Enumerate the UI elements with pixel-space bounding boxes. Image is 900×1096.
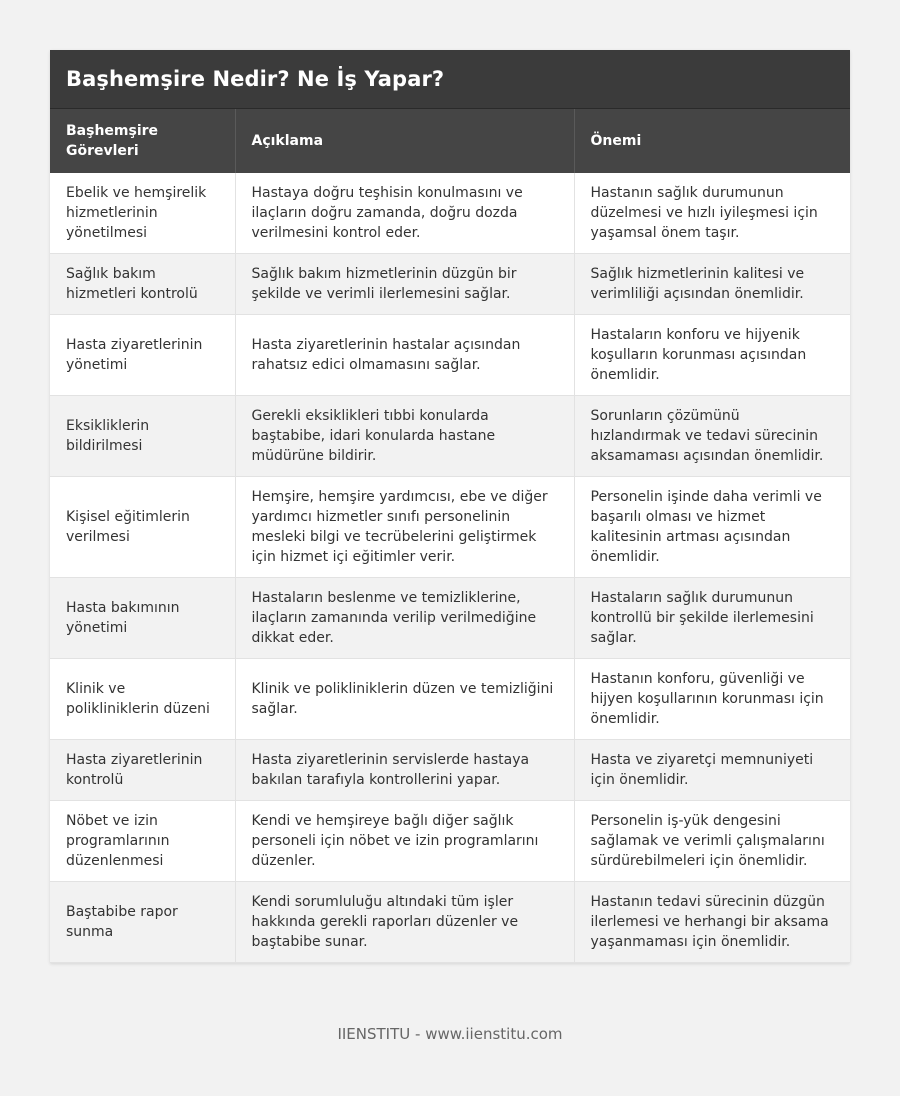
table-row bbox=[50, 659, 850, 740]
column-header-description: Açıklama bbox=[235, 109, 574, 173]
title-bar bbox=[50, 50, 850, 109]
table-row bbox=[50, 578, 850, 659]
table-body bbox=[50, 173, 850, 963]
table-header bbox=[50, 109, 850, 173]
cell-duty: Nöbet ve izin programlarının düzenlenmesi bbox=[50, 801, 235, 882]
cell-importance: Hastanın konforu, güvenliği ve hijyen koşullarının korunması için önemlidir. bbox=[574, 659, 850, 740]
cell-duty: Eksikliklerin bildirilmesi bbox=[50, 396, 235, 477]
table-row bbox=[50, 315, 850, 396]
cell-importance: Hastanın tedavi sürecinin düzgün ilerlemesi ve herhangi bir aksama yaşanmaması için önemlidir. bbox=[574, 882, 850, 963]
cell-duty: Baştabibe rapor sunma bbox=[50, 882, 235, 963]
column-header-duties: Başhemşire Görevleri bbox=[50, 109, 235, 173]
table-row bbox=[50, 254, 850, 315]
cell-importance: Personelin iş-yük dengesini sağlamak ve verimli çalışmalarını sürdürebilmeleri için önemlidir. bbox=[574, 801, 850, 882]
table-row bbox=[50, 396, 850, 477]
cell-description: Hastaya doğru teşhisin konulmasını ve ilaçların doğru zamanda, doğru dozda verilmesini kontrol eder. bbox=[235, 173, 574, 254]
table-row bbox=[50, 882, 850, 963]
cell-importance: Hastaların konforu ve hijyenik koşulların korunması açısından önemlidir. bbox=[574, 315, 850, 396]
cell-importance: Hastanın sağlık durumunun düzelmesi ve hızlı iyileşmesi için yaşamsal önem taşır. bbox=[574, 173, 850, 254]
cell-duty: Hasta ziyaretlerinin yönetimi bbox=[50, 315, 235, 396]
cell-duty: Klinik ve polikliniklerin düzeni bbox=[50, 659, 235, 740]
table-row bbox=[50, 740, 850, 801]
column-header-importance: Önemi bbox=[574, 109, 850, 173]
cell-importance: Hastaların sağlık durumunun kontrollü bir şekilde ilerlemesini sağlar. bbox=[574, 578, 850, 659]
table-row bbox=[50, 801, 850, 882]
cell-duty: Kişisel eğitimlerin verilmesi bbox=[50, 477, 235, 578]
cell-description: Gerekli eksiklikleri tıbbi konularda baştabibe, idari konularda hastane müdürüne bildirir. bbox=[235, 396, 574, 477]
cell-duty: Sağlık bakım hizmetleri kontrolü bbox=[50, 254, 235, 315]
cell-duty: Hasta bakımının yönetimi bbox=[50, 578, 235, 659]
cell-importance: Hasta ve ziyaretçi memnuniyeti için önemlidir. bbox=[574, 740, 850, 801]
cell-description: Kendi sorumluluğu altındaki tüm işler hakkında gerekli raporları düzenler ve baştabibe sunar. bbox=[235, 882, 574, 963]
cell-description: Hemşire, hemşire yardımcısı, ebe ve diğer yardımcı hizmetler sınıfı personelinin mesleki bilgi ve tecrübelerini geliştirmek için hizmet içi eğitimler verir. bbox=[235, 477, 574, 578]
table-row bbox=[50, 173, 850, 254]
table-card bbox=[50, 50, 850, 963]
duties-table bbox=[50, 109, 850, 963]
cell-duty: Hasta ziyaretlerinin kontrolü bbox=[50, 740, 235, 801]
cell-description: Sağlık bakım hizmetlerinin düzgün bir şekilde ve verimli ilerlemesini sağlar. bbox=[235, 254, 574, 315]
page-title: Başhemşire Nedir? Ne İş Yapar? bbox=[66, 67, 445, 91]
cell-importance: Personelin işinde daha verimli ve başarılı olması ve hizmet kalitesinin artması açısından önemlidir. bbox=[574, 477, 850, 578]
footer-credit: IIENSTITU - www.iienstitu.com bbox=[337, 1025, 563, 1043]
cell-description: Hastaların beslenme ve temizliklerine, ilaçların zamanında verilip verilmediğine dikkat eder. bbox=[235, 578, 574, 659]
cell-importance: Sağlık hizmetlerinin kalitesi ve verimliliği açısından önemlidir. bbox=[574, 254, 850, 315]
cell-importance: Sorunların çözümünü hızlandırmak ve tedavi sürecinin aksamaması açısından önemlidir. bbox=[574, 396, 850, 477]
cell-duty: Ebelik ve hemşirelik hizmetlerinin yönetilmesi bbox=[50, 173, 235, 254]
cell-description: Kendi ve hemşireye bağlı diğer sağlık personeli için nöbet ve izin programlarını düzenler. bbox=[235, 801, 574, 882]
cell-description: Klinik ve polikliniklerin düzen ve temizliğini sağlar. bbox=[235, 659, 574, 740]
table-row bbox=[50, 477, 850, 578]
cell-description: Hasta ziyaretlerinin hastalar açısından rahatsız edici olmamasını sağlar. bbox=[235, 315, 574, 396]
cell-description: Hasta ziyaretlerinin servislerde hastaya bakılan tarafıyla kontrollerini yapar. bbox=[235, 740, 574, 801]
